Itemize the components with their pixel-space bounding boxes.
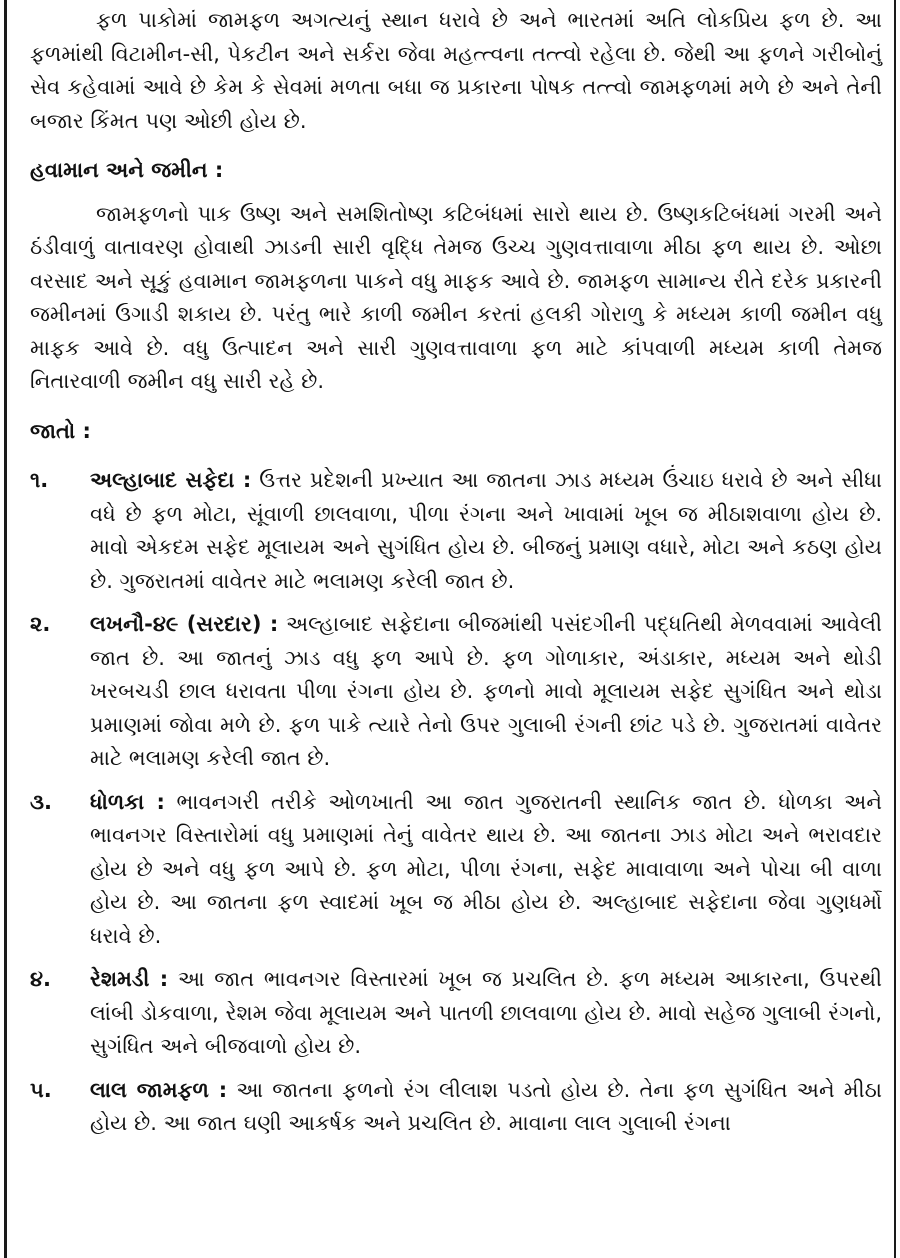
list-item-body: [90, 786, 882, 954]
variety-description: આ જાતના ફળનો રંગ લીલાશ પડતો હોય છે. તેના ફળ સુગંધિત અને મીઠા હોય છે. આ જાત ઘણી આકર્ષક અને પ્રચલિત છે. માવાના લાલ ગુલાબી રંગના: [90, 1077, 882, 1135]
list-item: [30, 963, 882, 1064]
variety-description: આ જાત ભાવનગર વિસ્તારમાં ખૂબ જ પ્રચલિત છે. ફળ મધ્યમ આકારના, ઉપરથી લાંબી ડોકવાળા, રેશમ જેવા મૂલાયમ અને પાતળી છાલવાળા હોય છે. માવો સહેજ ગુલાબી રંગનો, સુગંધિત અને બીજવાળો હોય છે.: [90, 967, 882, 1058]
list-item-number: ૪.: [30, 967, 51, 991]
variety-description: અલ્હાબાદ સફેદાના બીજમાંથી પસંદગીની પદ્ધતિથી મેળવવામાં આવેલી જાત છે. આ જાતનું ઝાડ વધુ ફળ આપે છે. ફળ ગોળાકાર, અંડાકાર, મધ્યમ અને થોડી ખરબચડી છાલ ધરાવતા પીળા રંગના હોય છે. ફળનો માવો મૂલાયમ સફેદ સુગંધિત અને થોડા પ્રમાણમાં જોવા મળે છે. ફળ પાકે ત્યારે તેનો ઉપર ગુલાબી રંગની છાંટ પડે છે. ગુજરાતમાં વાવેતર માટે ભલામણ કરેલી જાત છે.: [90, 612, 882, 770]
variety-title: રેશમડી :: [90, 967, 169, 991]
list-item-body: [90, 608, 882, 776]
climate-heading: હવામાન અને જમીન :: [30, 158, 224, 182]
list-item-body: [90, 963, 882, 1064]
document-content: [30, 4, 882, 1141]
variety-title: અલ્હાબાદ સફેદા :: [90, 468, 252, 492]
list-item-body: [90, 464, 882, 598]
list-item-number: ૧.: [30, 468, 49, 492]
variety-title: લખનૌ-૪૯ (સરદાર) :: [90, 612, 279, 636]
variety-title: ધોળકા :: [90, 789, 165, 814]
variety-title: લાલ જામફળ :: [90, 1077, 228, 1102]
list-item-number: ૫.: [30, 1077, 52, 1102]
variety-description: ભાવનગરી તરીકે ઓળખાતી આ જાત ગુજરાતની સ્થાનિક જાત છે. ધોળકા અને ભાવનગર વિસ્તારોમાં વધુ પ્રમાણમાં તેનું વાવેતર થાય છે. આ જાતના ઝાડ મોટા અને ભરાવદાર હોય છે અને વધુ ફળ આપે છે. ફળ મોટા, પીળા રંગના, સફેદ માવાવાળા અને પોચા બી વાળા હોય છે. આ જાતના ફળ સ્વાદમાં ખૂબ જ મીઠા હોય છે. અલ્હાબાદ સફેદાના જેવા ગુણધર્મો ધરાવે છે.: [90, 789, 882, 948]
right-border-line: [894, 0, 896, 1258]
variety-description: ઉત્તર પ્રદેશની પ્રખ્યાત આ જાતના ઝાડ મધ્યમ ઉંચાઇ ધરાવે છે અને સીધા વધે છે ફળ મોટા, સૂંવાળી છાલવાળા, પીળા રંગના અને ખાવામાં ખૂબ જ મીઠાશવાળા હોય છે. માવો એકદમ સફેદ મૂલાયમ અને સુગંધિત હોય છે. બીજનું પ્રમાણ વધારે, મોટા અને કઠણ હોય છે. ગુજરાતમાં વાવેતર માટે ભલામણ કરેલી જાત છે.: [90, 468, 882, 593]
varieties-heading: જાતો :: [30, 418, 91, 443]
list-item-number: ૨.: [30, 612, 51, 636]
list-item: [30, 608, 882, 776]
intro-paragraph: ફળ પાકોમાં જામફળ અગત્યનું સ્થાન ધરાવે છે અને ભારતમાં અતિ લોકપ્રિય ફળ છે. આ ફળમાંથી વિટામીન-સી, પેકટીન અને સર્કરા જેવા મહત્ત્વના તત્ત્વો રહેલા છે. જેથી આ ફળને ગરીબોનું સેવ કહેવામાં આવે છે કેમ કે સેવમાં મળતા બધા જ પ્રકારના પોષક તત્ત્વો જામફળમાં મળે છે અને તેની બજાર કિંમત પણ ઓછી હોય છે.: [30, 8, 882, 133]
list-item: [30, 786, 882, 954]
list-item-number: ૩.: [30, 789, 52, 814]
climate-paragraph: જામફળનો પાક ઉષ્ણ અને સમશિતોષ્ણ કટિબંધમાં સારો થાય છે. ઉષ્ણકટિબંધમાં ગરમી અને ઠંડીવાળું વાતાવરણ હોવાથી ઝાડની સારી વૃદ્ધિ તેમજ ઉચ્ચ ગુણવત્તાવાળા મીઠા ફળ થાય છે. ઓછા વરસાદ અને સૂકું હવામાન જામફળના પાકને વધુ માફક આવે છે. જામફળ સામાન્ય રીતે દરેક પ્રકારની જમીનમાં ઉગાડી શકાય છે. પરંતુ ભારે કાળી જમીન કરતાં હલકી ગોરાળુ કે મધ્યમ કાળી જમીન વધુ માફક આવે છે. વધુ ઉત્પાદન અને સારી ગુણવત્તાવાળા ફળ માટે કાંપવાળી મધ્યમ કાળી તેમજ નિતારવાળી જમીન વધુ સારી રહે છે.: [30, 201, 882, 393]
list-item-body: [90, 1074, 882, 1141]
left-border-line: [4, 0, 7, 1258]
list-item: [30, 464, 882, 598]
list-item: [30, 1074, 882, 1141]
